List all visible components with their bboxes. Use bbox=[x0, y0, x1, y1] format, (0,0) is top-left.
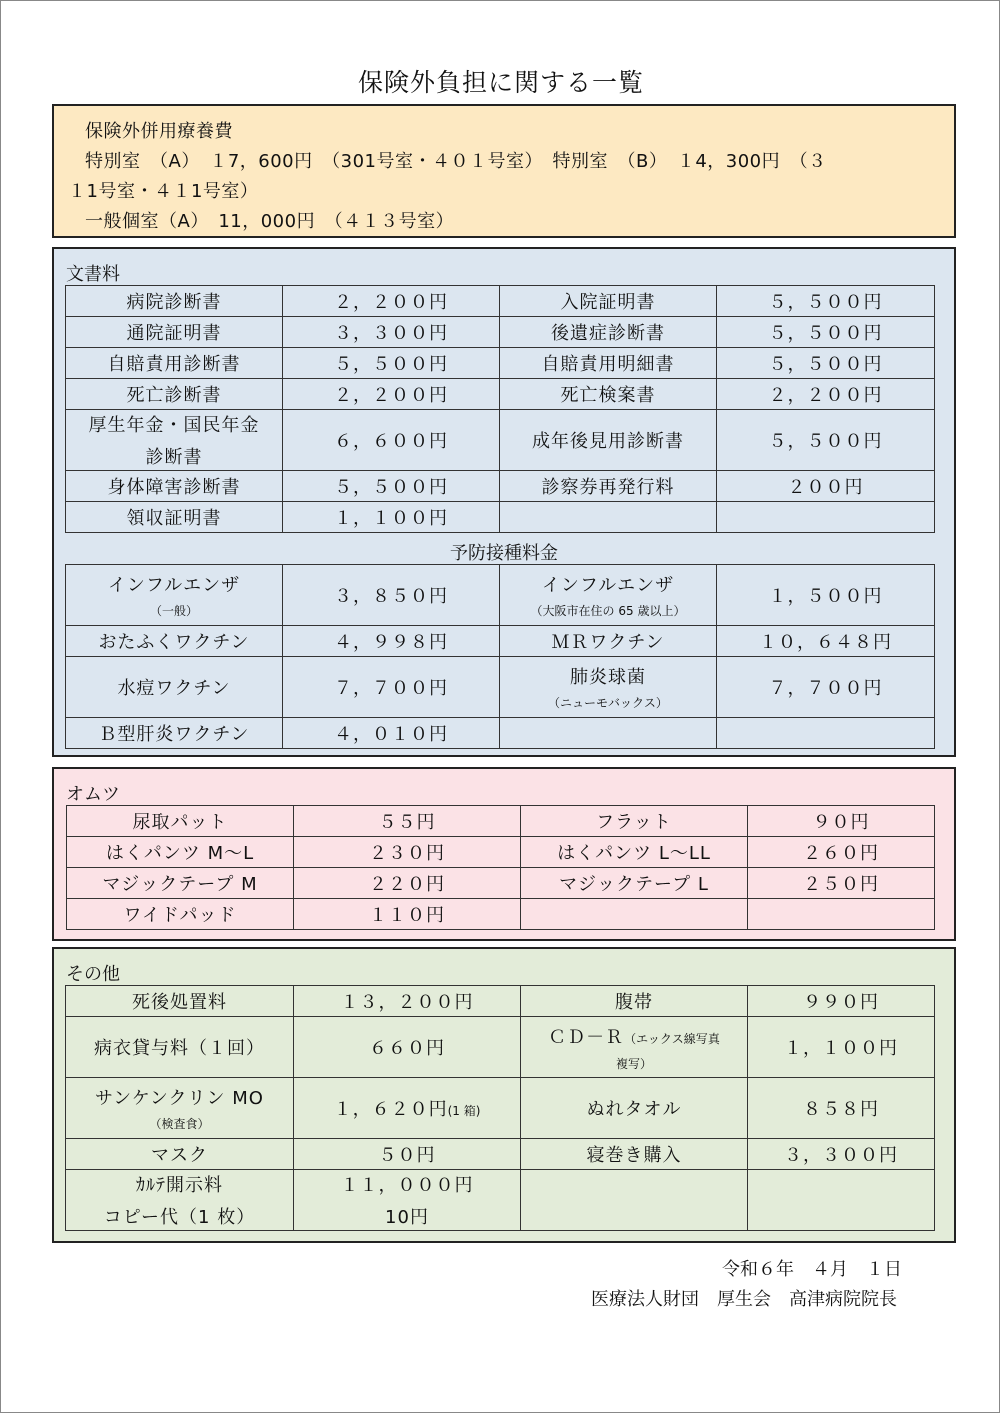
fee-item-name-line-2: 診断書 bbox=[145, 447, 203, 468]
fee-item-price: ５，５００円 bbox=[717, 410, 935, 471]
fee-item-price: ５，５００円 bbox=[717, 348, 935, 379]
other-item-name: 腹帯 bbox=[521, 986, 748, 1017]
fee-item-price: ２，２００円 bbox=[283, 286, 500, 317]
fee-item-price: ２００円 bbox=[717, 471, 935, 502]
vaccine-price: ４，９９８円 bbox=[283, 626, 500, 657]
vaccine-name: おたふくワクチン bbox=[66, 626, 283, 657]
diaper-item-price: ２６０円 bbox=[748, 837, 935, 868]
other-fees-section bbox=[52, 947, 956, 1243]
vaccine-name-text: インフルエンザ bbox=[107, 575, 241, 596]
fee-item-name: 死亡診断書 bbox=[66, 379, 283, 410]
other-fees-label: その他 bbox=[66, 964, 120, 985]
other-item-name-line-2: コピー代（1 枚） bbox=[103, 1207, 256, 1228]
diaper-item-price: ５５円 bbox=[294, 806, 521, 837]
diaper-item-name: 尿取パット bbox=[67, 806, 294, 837]
other-item-name: マスク bbox=[66, 1139, 294, 1170]
diaper-item-name: ワイドパッド bbox=[67, 899, 294, 930]
other-item-price: ９９０円 bbox=[748, 986, 935, 1017]
vaccine-name bbox=[66, 565, 283, 626]
diaper-item-name bbox=[521, 899, 748, 930]
other-fees-table bbox=[65, 985, 935, 1231]
other-item-name bbox=[66, 1170, 294, 1231]
vaccination-fees-table bbox=[65, 564, 935, 749]
vaccine-note: （一般） bbox=[149, 604, 198, 618]
diaper-item-price: ９０円 bbox=[748, 806, 935, 837]
fee-item-name: 死亡検案書 bbox=[500, 379, 717, 410]
issue-date: 令和６年 ４月 １日 bbox=[722, 1259, 902, 1280]
vaccine-name: 水痘ワクチン bbox=[66, 657, 283, 718]
table-row bbox=[66, 565, 935, 626]
fee-item-price: ５，５００円 bbox=[283, 348, 500, 379]
diaper-item-price bbox=[748, 899, 935, 930]
other-item-price: ３，３００円 bbox=[748, 1139, 935, 1170]
fee-item-name: 診察券再発行料 bbox=[500, 471, 717, 502]
other-item-note: （検査食） bbox=[149, 1117, 210, 1131]
table-row bbox=[66, 657, 935, 718]
diaper-item-name: はくパンツ M～L bbox=[67, 837, 294, 868]
diaper-item-price: ２２０円 bbox=[294, 868, 521, 899]
insurance-section bbox=[52, 104, 956, 238]
fee-item-price: ５，５００円 bbox=[717, 317, 935, 348]
vaccine-price: ７，７００円 bbox=[717, 657, 935, 718]
vaccine-note: （大阪市在住の 65 歳以上） bbox=[530, 604, 686, 618]
fee-item-name: 領収証明書 bbox=[66, 502, 283, 533]
document-fees-label: 文書料 bbox=[66, 264, 120, 285]
table-row bbox=[67, 868, 935, 899]
other-item-price-text: １，６２０円 bbox=[333, 1099, 448, 1120]
table-row bbox=[66, 1139, 935, 1170]
fee-item-name: 通院証明書 bbox=[66, 317, 283, 348]
table-row bbox=[66, 317, 935, 348]
fee-item-price: １，１００円 bbox=[283, 502, 500, 533]
vaccine-name-text: インフルエンザ bbox=[541, 575, 675, 596]
other-item-name-line-1: ｶﾙﾃ開示料 bbox=[136, 1175, 223, 1196]
fee-item-name: 後遺症診断書 bbox=[500, 317, 717, 348]
other-item-price: ５０円 bbox=[294, 1139, 521, 1170]
vaccination-fees-title: 予防接種料金 bbox=[450, 543, 558, 564]
table-row bbox=[67, 837, 935, 868]
other-item-name bbox=[521, 1017, 748, 1078]
other-item-price-line-1: １１，０００円 bbox=[340, 1175, 474, 1196]
fee-item-price: ５，５００円 bbox=[717, 286, 935, 317]
other-item-name: 死後処置料 bbox=[66, 986, 294, 1017]
table-row bbox=[66, 379, 935, 410]
table-row bbox=[66, 286, 935, 317]
vaccine-name bbox=[500, 718, 717, 749]
diaper-table bbox=[66, 805, 935, 930]
table-row bbox=[66, 410, 935, 471]
table-row bbox=[66, 986, 935, 1017]
other-item-name: 寝巻き購入 bbox=[521, 1139, 748, 1170]
diaper-item-name: フラット bbox=[521, 806, 748, 837]
fee-item-name bbox=[66, 410, 283, 471]
vaccine-name-text: 肺炎球菌 bbox=[570, 667, 646, 688]
vaccine-price: ４，０１０円 bbox=[283, 718, 500, 749]
other-item-price bbox=[294, 1170, 521, 1231]
table-row bbox=[66, 718, 935, 749]
other-item-name: ぬれタオル bbox=[521, 1078, 748, 1139]
issuer-name: 医療法人財団 厚生会 高津病院院長 bbox=[591, 1289, 897, 1310]
fee-item-name bbox=[500, 502, 717, 533]
fee-item-name: 自賠責用診断書 bbox=[66, 348, 283, 379]
other-item-note-line-2: 複写） bbox=[615, 1056, 652, 1071]
vaccine-name bbox=[500, 657, 717, 718]
diaper-label: オムツ bbox=[66, 784, 120, 805]
other-item-name: 病衣貸与料（１回） bbox=[66, 1017, 294, 1078]
diaper-item-price: １１０円 bbox=[294, 899, 521, 930]
table-row bbox=[66, 626, 935, 657]
other-item-price-note: (1 箱) bbox=[447, 1104, 481, 1118]
other-item-price bbox=[748, 1170, 935, 1231]
table-row bbox=[66, 1170, 935, 1231]
table-row bbox=[66, 1017, 935, 1078]
vaccine-note: （ニューモバックス） bbox=[548, 696, 668, 710]
other-item-price: ８５８円 bbox=[748, 1078, 935, 1139]
table-row bbox=[67, 806, 935, 837]
other-item-note: （エックス線写真 bbox=[624, 1031, 720, 1046]
fee-item-name: 自賠責用明細書 bbox=[500, 348, 717, 379]
insurance-heading: 保険外併用療養費 bbox=[85, 121, 233, 142]
fee-item-price bbox=[717, 502, 935, 533]
document-fees-section bbox=[52, 247, 956, 757]
table-row bbox=[66, 348, 935, 379]
diaper-item-price: ２３０円 bbox=[294, 837, 521, 868]
other-item-price: ６６０円 bbox=[294, 1017, 521, 1078]
fee-item-name: 病院診断書 bbox=[66, 286, 283, 317]
table-row bbox=[67, 899, 935, 930]
insurance-line-1: 特別室 （A） １7，600円 （301号室・４０１号室） 特別室 （B） １4，300円 （３ bbox=[85, 151, 827, 172]
vaccine-name: Ｂ型肝炎ワクチン bbox=[66, 718, 283, 749]
other-item-name bbox=[66, 1078, 294, 1139]
diaper-item-name: はくパンツ L～LL bbox=[521, 837, 748, 868]
document-fees-table bbox=[65, 285, 935, 533]
vaccine-price: １０，６４８円 bbox=[717, 626, 935, 657]
diaper-section bbox=[52, 767, 956, 941]
other-item-name-text: ＣＤ－Ｒ bbox=[548, 1026, 625, 1048]
other-item-price: １，１００円 bbox=[748, 1017, 935, 1078]
other-item-name-text: サンケンクリン MO bbox=[95, 1088, 264, 1109]
table-row bbox=[66, 1078, 935, 1139]
other-item-price bbox=[294, 1078, 521, 1139]
vaccine-price bbox=[717, 718, 935, 749]
other-item-price-line-2: 10円 bbox=[385, 1207, 429, 1228]
other-item-price: １３，２００円 bbox=[294, 986, 521, 1017]
insurance-line-3: 一般個室（A） 11，000円 （４１３号室） bbox=[85, 211, 455, 232]
fee-item-price: ６，６００円 bbox=[283, 410, 500, 471]
fee-item-price: ３，３００円 bbox=[283, 317, 500, 348]
fee-item-name: 身体障害診断書 bbox=[66, 471, 283, 502]
vaccine-price: １，５００円 bbox=[717, 565, 935, 626]
diaper-item-name: マジックテープ L bbox=[521, 868, 748, 899]
page-title: 保険外負担に関する一覧 bbox=[357, 68, 644, 97]
other-item-name bbox=[521, 1170, 748, 1231]
vaccine-price: ３，８５０円 bbox=[283, 565, 500, 626]
vaccine-name: ＭＲワクチン bbox=[500, 626, 717, 657]
table-row bbox=[66, 471, 935, 502]
diaper-item-name: マジックテープ M bbox=[67, 868, 294, 899]
vaccine-name bbox=[500, 565, 717, 626]
table-row bbox=[66, 502, 935, 533]
fee-item-name: 入院証明書 bbox=[500, 286, 717, 317]
fee-item-price: ２，２００円 bbox=[283, 379, 500, 410]
fee-item-name: 成年後見用診断書 bbox=[500, 410, 717, 471]
insurance-line-2: １1号室・４１1号室） bbox=[68, 181, 259, 202]
diaper-item-price: ２５０円 bbox=[748, 868, 935, 899]
vaccine-price: ７，７００円 bbox=[283, 657, 500, 718]
fee-item-price: ２，２００円 bbox=[717, 379, 935, 410]
fee-item-price: ５，５００円 bbox=[283, 471, 500, 502]
fee-item-name-line-1: 厚生年金・国民年金 bbox=[88, 415, 260, 436]
